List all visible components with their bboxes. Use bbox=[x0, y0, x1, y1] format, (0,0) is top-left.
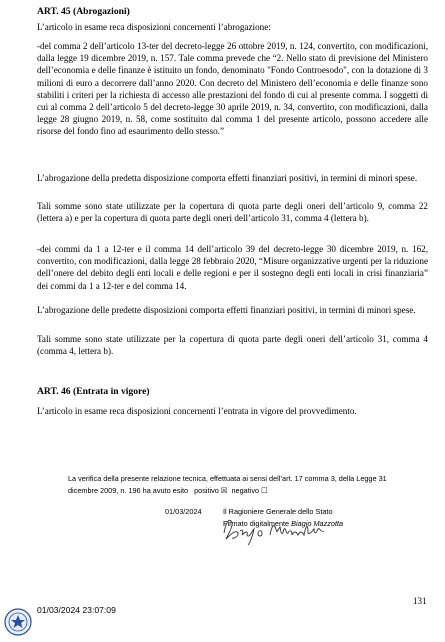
verifica-date: 01/03/2024 bbox=[165, 507, 202, 516]
negativo-checkbox-empty: ☐ bbox=[261, 486, 268, 495]
footer-timestamp: 01/03/2024 23:07:09 bbox=[37, 605, 116, 615]
art45-intro: L’articolo in esame reca disposizioni concernenti l’abrogazione: bbox=[37, 22, 271, 32]
art45-copertura-2: Tali somme sono state utilizzate per la copertura di quota parte degli oneri dell’articolo 31, comma 4 (comma 4, lettera b). bbox=[37, 334, 428, 357]
art45-comma-13ter: -del comma 2 dell’articolo 13-ter del decreto-legge 26 ottobre 2019, n. 124, convertito, con modificazioni, dalla legge 19 dicembre 2019, n. 157. Tale comma prevede che “2. Nello stato di previsione del Ministero dell’economia e delle finanze è istituito un fondo, denominato "Fondo Controesodo", con la dotazione di 3 milioni di euro a decorrere dall’anno 2020. Con decreto del Ministero dell’economia e delle finanze sono stabiliti i criteri per la richiesta di accesso alle prestazioni del fondo di cui al presente comma. I soggetti di cui al comma 2 dell’articolo 5 del decreto-legge 30 aprile 2019, n. 34, convertito, con modificazioni, dalla legge 28 giugno 2019, n. 58, come sostituito dal comma 1 del presente articolo, possono accedere alle risorse del fondo fino ad esaurimento dello stesso.” bbox=[37, 41, 428, 137]
art46-text: L’articolo in esame reca disposizioni concernenti l’entrata in vigore del provvedimento. bbox=[37, 406, 357, 416]
verifica-esito-text: dicembre 2009, n. 196 ha avuto esito bbox=[68, 486, 189, 495]
handwritten-signature bbox=[220, 509, 330, 547]
state-seal-logo bbox=[3, 607, 33, 637]
art45-effetti-1: L’abrogazione della predetta disposizione comporta effetti finanziari positivi, in termini di minori spese. bbox=[37, 173, 418, 183]
art45-commi-art39: -dei commi da 1 a 12-ter e il comma 14 dell’articolo 39 del decreto-legge 30 dicembre 2019, n. 162, convertito, con modificazioni, dalla legge 28 febbraio 2020, “Misure organizzative urgenti per la riduzione dell’onere del debito degli enti locali e delle regioni e per il sostegno degli enti locali in crisi finanziaria” dei commi da 1 a 12-ter e del comma 14. bbox=[37, 244, 428, 291]
verifica-line1: La verifica della presente relazione tecnica, effettuata ai sensi dell’art. 17 comma 3, della Legge 31 bbox=[68, 474, 387, 483]
art45-copertura-1: Tali somme sono state utilizzate per la copertura di quota parte degli oneri dell’articolo 9, comma 22 (lettera a) e per la copertura di quota parte degli oneri dell’articolo 31, comma 4 (lettera b). bbox=[37, 201, 428, 224]
negativo-label: negativo bbox=[231, 486, 260, 495]
page-number: 131 bbox=[413, 596, 427, 606]
firma-prefix: Firmato digitalmente bbox=[223, 519, 290, 528]
positivo-checkbox-checked: ☒ bbox=[220, 486, 228, 495]
firma-name: Biagio Mazzotta bbox=[291, 519, 344, 528]
art45-effetti-2: L’abrogazione delle predette disposizioni comporta effetti finanziari positivi, in termini di minori spese. bbox=[37, 305, 416, 315]
positivo-label: positivo bbox=[194, 486, 219, 495]
art46-heading: ART. 46 (Entrata in vigore) bbox=[37, 386, 150, 397]
ragioniere-title: Il Ragioniere Generale dello Stato bbox=[223, 507, 333, 516]
verifica-line2 bbox=[68, 486, 268, 497]
art45-heading: ART. 45 (Abrogazioni) bbox=[37, 6, 130, 17]
